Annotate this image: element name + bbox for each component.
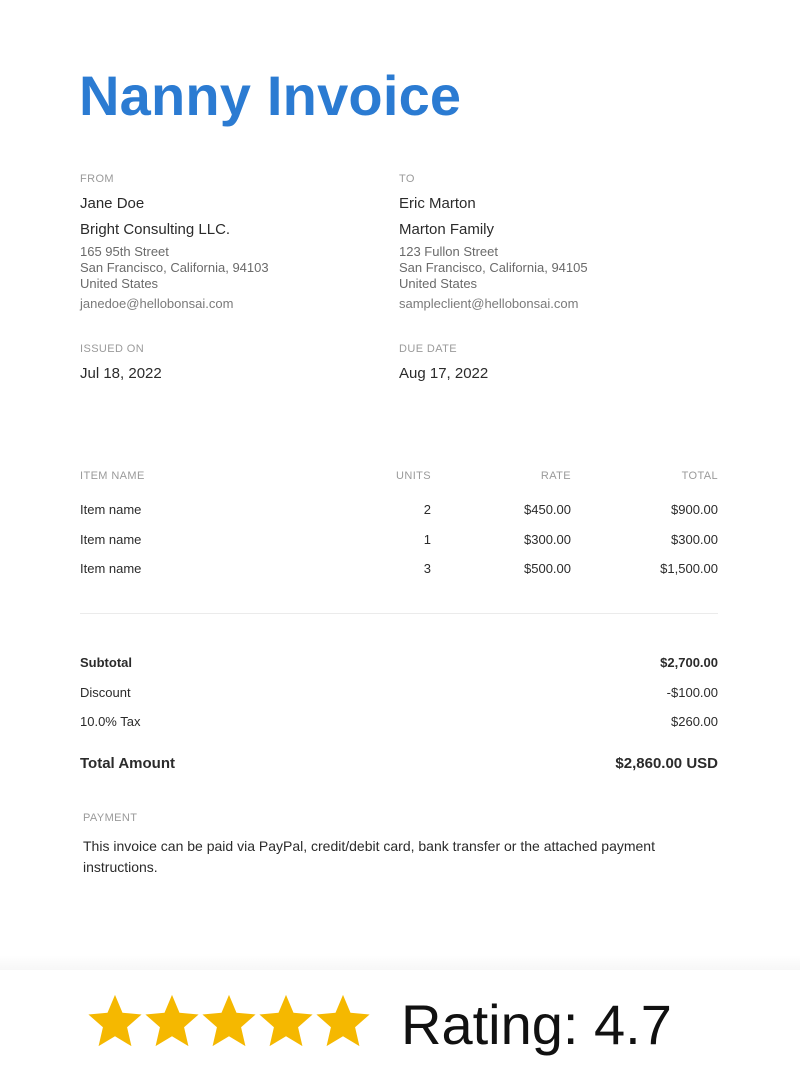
col-header-rate: RATE — [540, 470, 571, 482]
item-units-cell: 2 — [423, 502, 431, 517]
col-header-total: TOTAL — [681, 470, 718, 482]
tax-value: $260.00 — [671, 714, 718, 729]
col-header-units: UNITS — [396, 470, 431, 482]
discount-value: -$100.00 — [666, 685, 718, 700]
table-divider — [80, 613, 718, 614]
subtotal-row — [80, 653, 718, 673]
to-email: sampleclient@hellobonsai.com — [399, 296, 579, 311]
issued-on-date: Jul 18, 2022 — [80, 365, 162, 382]
item-total-cell: $1,500.00 — [660, 561, 718, 576]
payment-instructions: This invoice can be paid via PayPal, credit/debit card, bank transfer or the attached payment instructions. — [83, 838, 655, 875]
issued-on-label: ISSUED ON — [80, 343, 145, 355]
total-amount-label: Total Amount — [80, 755, 175, 772]
from-country: United States — [80, 276, 159, 291]
rating-text: Rating: 4.7 — [401, 993, 672, 1056]
item-total-cell: $300.00 — [671, 532, 718, 547]
total-amount-value: $2,860.00 USD — [615, 755, 718, 772]
item-name-cell: Item name — [80, 502, 142, 517]
item-rate-cell: $450.00 — [524, 502, 571, 517]
to-country: United States — [399, 276, 478, 291]
item-total-cell: $900.00 — [671, 502, 718, 517]
to-street: 123 Fullon Street — [399, 244, 499, 259]
from-label: FROM — [80, 173, 114, 185]
star-icon — [257, 992, 315, 1050]
to-name: Eric Marton — [399, 195, 476, 212]
table-row — [80, 559, 718, 579]
subtotal-label: Subtotal — [80, 655, 132, 670]
from-company: Bright Consulting LLC. — [80, 221, 231, 238]
to-company: Marton Family — [399, 221, 495, 238]
star-icon — [86, 992, 144, 1050]
star-icon — [314, 992, 372, 1050]
table-row — [80, 500, 718, 520]
from-email: janedoe@hellobonsai.com — [80, 296, 234, 311]
tax-label: 10.0% Tax — [80, 714, 141, 729]
from-name: Jane Doe — [80, 195, 145, 212]
subtotal-value: $2,700.00 — [660, 655, 718, 670]
star-rating — [86, 992, 372, 1054]
due-date-value: Aug 17, 2022 — [399, 365, 489, 382]
to-label: TO — [399, 173, 415, 185]
discount-row — [80, 683, 718, 703]
table-row — [80, 530, 718, 550]
tax-row — [80, 712, 718, 732]
discount-label: Discount — [80, 685, 131, 700]
item-rate-cell: $500.00 — [524, 561, 571, 576]
payment-label: PAYMENT — [83, 812, 138, 824]
footer-shadow — [0, 955, 800, 971]
item-name-cell: Item name — [80, 561, 142, 576]
from-street: 165 95th Street — [80, 244, 169, 259]
col-header-item-name: ITEM NAME — [80, 470, 145, 482]
item-units-cell: 1 — [423, 532, 431, 547]
star-icon — [143, 992, 201, 1050]
item-units-cell: 3 — [423, 561, 431, 576]
due-date-label: DUE DATE — [399, 343, 458, 355]
star-icon — [200, 992, 258, 1050]
invoice-title: Nanny Invoice — [79, 64, 462, 127]
item-name-cell: Item name — [80, 532, 142, 547]
item-rate-cell: $300.00 — [524, 532, 571, 547]
to-city: San Francisco, California, 94105 — [399, 260, 588, 275]
total-amount-row — [80, 753, 718, 775]
from-city: San Francisco, California, 94103 — [80, 260, 269, 275]
